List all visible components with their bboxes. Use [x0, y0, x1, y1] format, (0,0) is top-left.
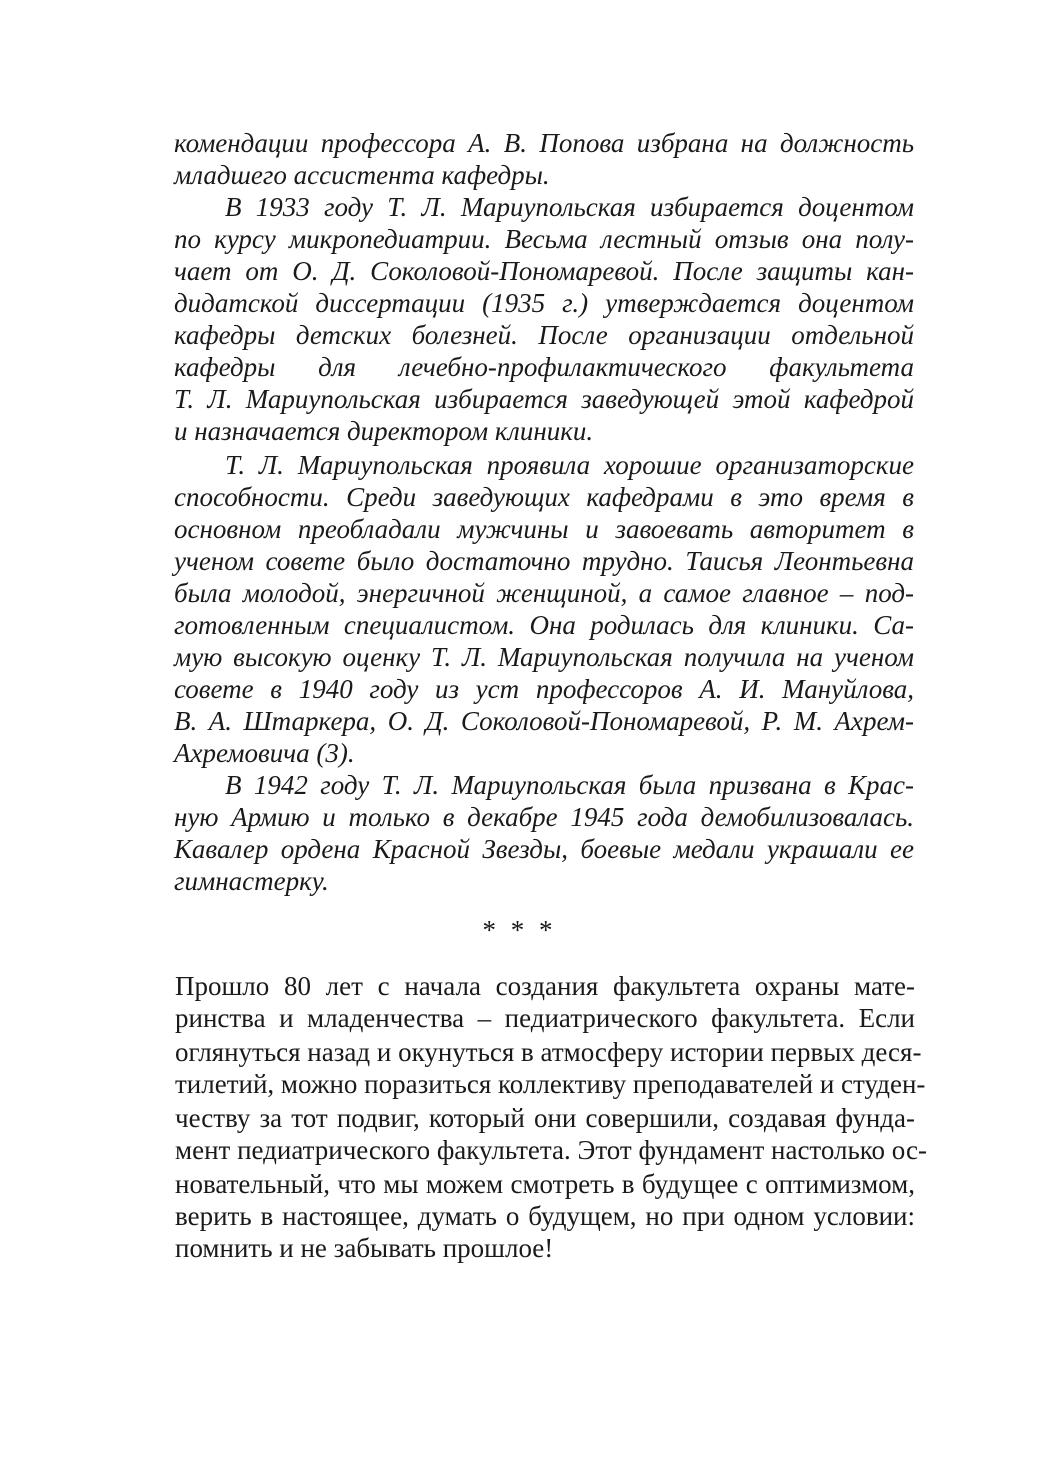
text-line: мую высокую оценку Т. Л. Мариупольская получила на ученом: [174, 642, 914, 672]
text-line: ринства и младенчества – педиатрического факультета. Если: [175, 1003, 915, 1033]
text-line: кафедры детских болезней. После организации отдельной: [174, 320, 914, 350]
text-line: гимнастерку.: [174, 866, 329, 896]
text-line: и назначается директором клиники.: [174, 416, 594, 446]
text-line: верить в настоящее, думать о будущем, но при одном условии:: [175, 1201, 915, 1231]
text-line: комендации профессора А. В. Попова избрана на должность: [174, 128, 914, 158]
text-line: дидатской диссертации (1935 г.) утверждается доцентом: [174, 288, 914, 318]
text-line: мент педиатрического факультета. Этот фундамент настолько ос-: [175, 1135, 927, 1165]
text-line: Ахремовича (3).: [174, 738, 355, 768]
text-line: В 1942 году Т. Л. Мариупольская была призвана в Крас-: [225, 770, 914, 800]
text-line: Прошло 80 лет с начала создания факультета охраны мате-: [175, 971, 915, 1001]
text-line: тилетий, можно поразиться коллективу преподавателей и студен-: [175, 1069, 926, 1099]
text-line: готовленным специалистом. Она родилась для клиники. Са-: [174, 610, 914, 640]
text-line: совете в 1940 году из уст профессоров А. И. Мануйлова,: [174, 674, 914, 704]
text-line: оглянуться назад и окунуться в атмосферу истории первых деся-: [175, 1037, 922, 1067]
text-line: кафедры для лечебно-профилактического факультета: [174, 352, 914, 382]
text-line: помнить и не забывать прошлое!: [175, 1233, 554, 1263]
text-line: способности. Среди заведующих кафедрами в это время в: [174, 482, 914, 512]
text-line: новательный, что мы можем смотреть в будущее с оптимизмом,: [175, 1169, 915, 1199]
text-line: В 1933 году Т. Л. Мариупольская избирается доцентом: [225, 192, 914, 222]
text-line: младшего ассистента кафедры.: [174, 160, 550, 190]
section-separator: * * *: [482, 915, 557, 945]
text-line: Т. Л. Мариупольская избирается заведующей этой кафедрой: [174, 384, 914, 414]
text-line: ную Армию и только в декабре 1945 года демобилизовалась.: [174, 802, 914, 832]
text-line: ученом совете было достаточно трудно. Таисья Леонтьевна: [174, 546, 914, 576]
text-line: В. А. Штаркера, О. Д. Соколовой-Пономаревой, Р. М. Ахрем-: [174, 706, 914, 736]
text-line: Кавалер ордена Красной Звезды, боевые медали украшали ее: [174, 834, 914, 864]
text-line: основном преобладали мужчины и завоевать авторитет в: [174, 514, 914, 544]
text-line: честву за тот подвиг, который они совершили, создавая фунда-: [175, 1103, 915, 1133]
text-line: по курсу микропедиатрии. Весьма лестный отзыв она полу-: [174, 224, 914, 254]
text-line: была молодой, энергичной женщиной, а самое главное – под-: [174, 578, 914, 608]
text-line: чает от О. Д. Соколовой-Пономаревой. После защиты кан-: [174, 256, 914, 286]
text-line: Т. Л. Мариупольская проявила хорошие организаторские: [225, 450, 914, 480]
